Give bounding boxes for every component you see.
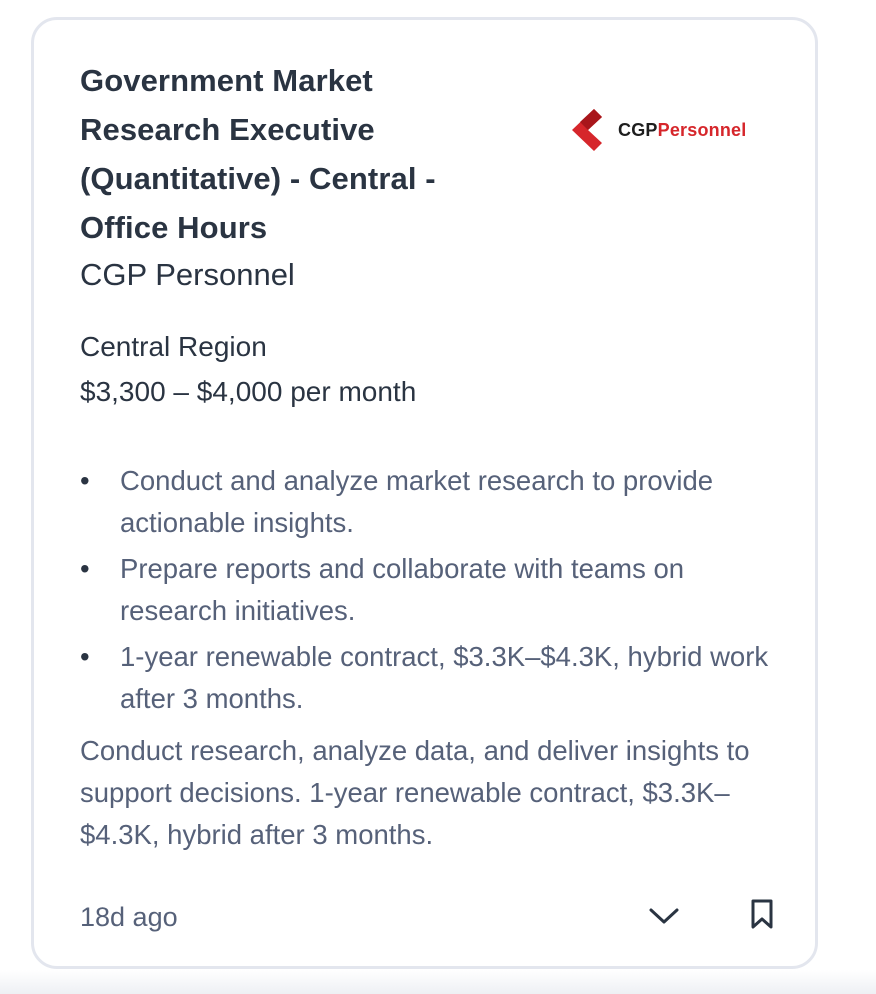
company-name: CGP Personnel — [80, 257, 295, 292]
save-job-button[interactable] — [740, 890, 784, 938]
company-logo-wordmark: CGPPersonnel — [618, 119, 747, 140]
bullet-glyph: • — [80, 465, 90, 496]
job-summary: Conduct research, analyze data, and deliver insights to support decisions. 1-year renewable contract, $3.3K–$4.3K, hybrid after 3 months. — [80, 735, 750, 850]
bookmark-icon — [750, 898, 774, 930]
cgp-logo-mark-icon — [572, 109, 612, 151]
job-highlights-list — [80, 460, 780, 724]
job-salary: $3,300 – $4,000 per month — [80, 376, 417, 407]
bottom-scroll-fade — [0, 970, 876, 994]
list-item — [80, 636, 780, 720]
posted-timestamp: 18d ago — [80, 902, 178, 932]
job-card[interactable] — [31, 17, 818, 969]
job-title[interactable]: Government Market Research Executive (Quantitative) - Central - Office Hours — [80, 63, 436, 245]
bullet-glyph: • — [80, 553, 90, 584]
list-item — [80, 460, 780, 544]
job-location: Central Region — [80, 331, 267, 362]
highlight-text: Prepare reports and collaborate with teams on research initiatives. — [120, 553, 685, 626]
bullet-glyph: • — [80, 641, 90, 672]
highlight-text: Conduct and analyze market research to provide actionable insights. — [120, 465, 714, 538]
expand-button[interactable] — [640, 894, 688, 938]
company-logo — [572, 106, 782, 154]
highlight-text: 1-year renewable contract, $3.3K–$4.3K, hybrid work after 3 months. — [120, 641, 769, 714]
list-item — [80, 548, 780, 632]
chevron-down-icon — [648, 906, 680, 926]
